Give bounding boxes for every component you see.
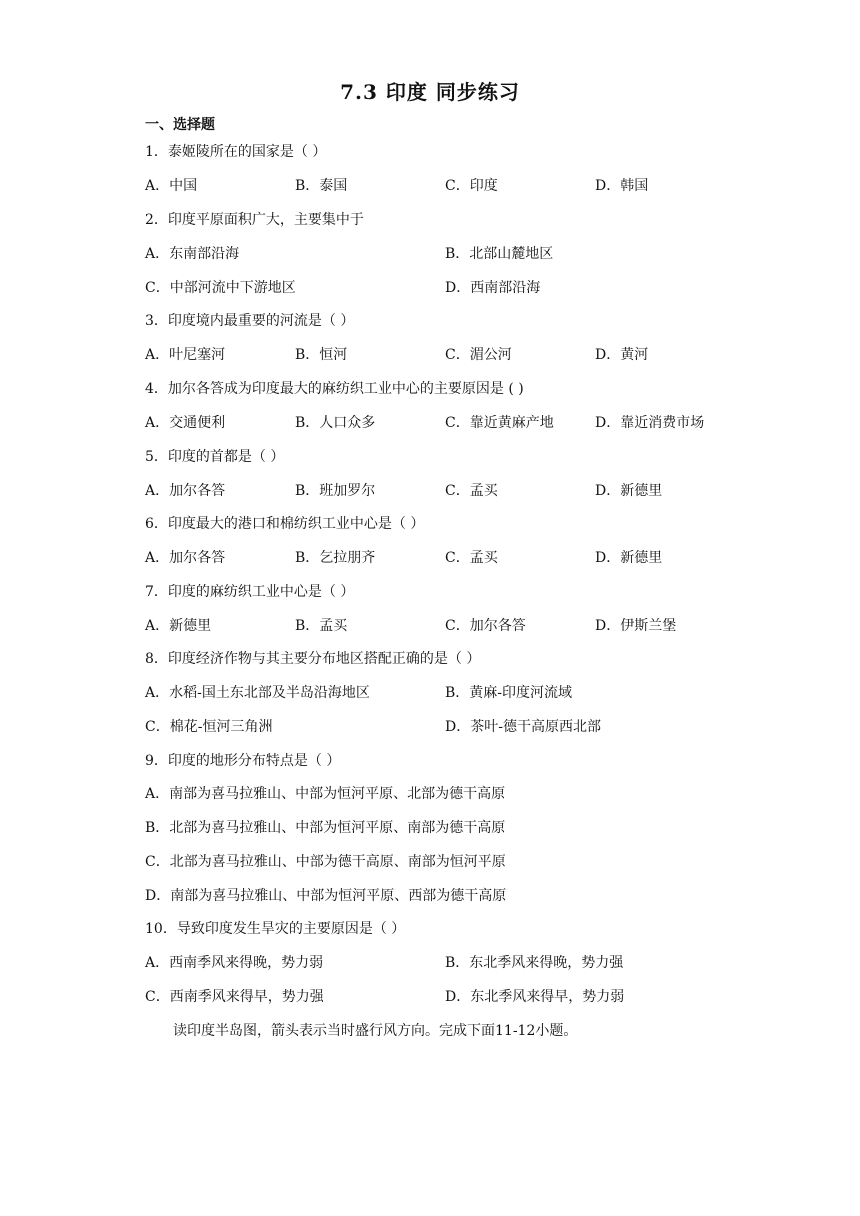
option-d: D．靠近消费市场 — [595, 415, 705, 431]
option-a: A．南部为喜马拉雅山、中部为恒河平原、北部为德干高原 — [145, 786, 506, 802]
question-stem: 1．泰姬陵所在的国家是（ ） — [145, 144, 327, 160]
option-d: D．黄河 — [595, 347, 649, 363]
option-b: B．恒河 — [295, 347, 348, 363]
option-d: D．南部为喜马拉雅山、中部为恒河平原、西部为德干高原 — [145, 888, 507, 904]
option-row — [145, 547, 745, 567]
option-a: A．东南部沿海 — [145, 246, 240, 262]
option-row — [145, 175, 745, 195]
option-row — [145, 986, 745, 1006]
option-b: B．北部为喜马拉雅山、中部为恒河平原、南部为德干高原 — [145, 820, 506, 836]
option-c: C．孟买 — [445, 550, 498, 566]
option-c: C．靠近黄麻产地 — [445, 415, 554, 431]
option-row — [145, 344, 745, 364]
option-c: C．加尔各答 — [445, 618, 526, 634]
option-row — [145, 412, 745, 432]
question-stem: 9．印度的地形分布特点是（ ） — [145, 753, 341, 769]
option-c: C．中部河流中下游地区 — [145, 280, 296, 296]
option-a: A．中国 — [145, 178, 198, 194]
question-stem: 7．印度的麻纺织工业中心是（ ） — [145, 584, 355, 600]
option-d: D．东北季风来得早，势力弱 — [445, 989, 625, 1005]
option-row — [145, 716, 745, 736]
option-b: B．孟买 — [295, 618, 348, 634]
option-b: B．人口众多 — [295, 415, 376, 431]
option-d: D．伊斯兰堡 — [595, 618, 677, 634]
question-stem: 4．加尔各答成为印度最大的麻纺织工业中心的主要原因是 ( ) — [145, 381, 524, 397]
option-row — [145, 952, 745, 972]
option-b: B．东北季风来得晚，势力强 — [445, 955, 624, 971]
option-b: B．泰国 — [295, 178, 348, 194]
option-d: D．新德里 — [595, 550, 663, 566]
reading-instruction: 读印度半岛图，箭头表示当时盛行风方向。完成下面11-12小题。 — [173, 1023, 578, 1039]
option-b: B．班加罗尔 — [295, 483, 376, 499]
page-title: 7.3 印度 同步练习 — [340, 80, 520, 104]
option-b: B．北部山麓地区 — [445, 246, 554, 262]
question-stem: 5．印度的首都是（ ） — [145, 449, 285, 465]
option-row — [145, 277, 745, 297]
option-a: A．西南季风来得晚，势力弱 — [145, 955, 324, 971]
option-d: D．新德里 — [595, 483, 663, 499]
option-c: C．北部为喜马拉雅山、中部为德干高原、南部为恒河平原 — [145, 854, 506, 870]
question-stem: 8．印度经济作物与其主要分布地区搭配正确的是（ ） — [145, 651, 481, 667]
option-c: C．西南季风来得早，势力强 — [145, 989, 324, 1005]
option-b: B．黄麻-印度河流域 — [445, 685, 573, 701]
option-c: C．湄公河 — [445, 347, 512, 363]
question-stem: 6．印度最大的港口和棉纺织工业中心是（ ） — [145, 516, 425, 532]
option-a: A．加尔各答 — [145, 550, 226, 566]
option-d: D．西南部沿海 — [445, 280, 541, 296]
option-c: C．印度 — [445, 178, 498, 194]
option-row — [145, 243, 745, 263]
option-c: C．孟买 — [445, 483, 498, 499]
option-a: A．交通便利 — [145, 415, 226, 431]
option-row — [145, 480, 745, 500]
question-stem: 10．导致印度发生旱灾的主要原因是（ ） — [145, 921, 406, 937]
option-a: A．新德里 — [145, 618, 212, 634]
option-b: B．乞拉朋齐 — [295, 550, 376, 566]
option-a: A．水稻-国土东北部及半岛沿海地区 — [145, 685, 370, 701]
option-row — [145, 682, 745, 702]
question-stem: 3．印度境内最重要的河流是（ ） — [145, 313, 355, 329]
option-c: C．棉花-恒河三角洲 — [145, 719, 273, 735]
option-d: D．韩国 — [595, 178, 649, 194]
option-a: A．叶尼塞河 — [145, 347, 226, 363]
option-row — [145, 615, 745, 635]
question-stem: 2．印度平原面积广大，主要集中于 — [145, 212, 364, 228]
option-a: A．加尔各答 — [145, 483, 226, 499]
section-heading: 一、选择题 — [145, 117, 215, 133]
option-d: D．茶叶-德干高原西北部 — [445, 719, 601, 735]
